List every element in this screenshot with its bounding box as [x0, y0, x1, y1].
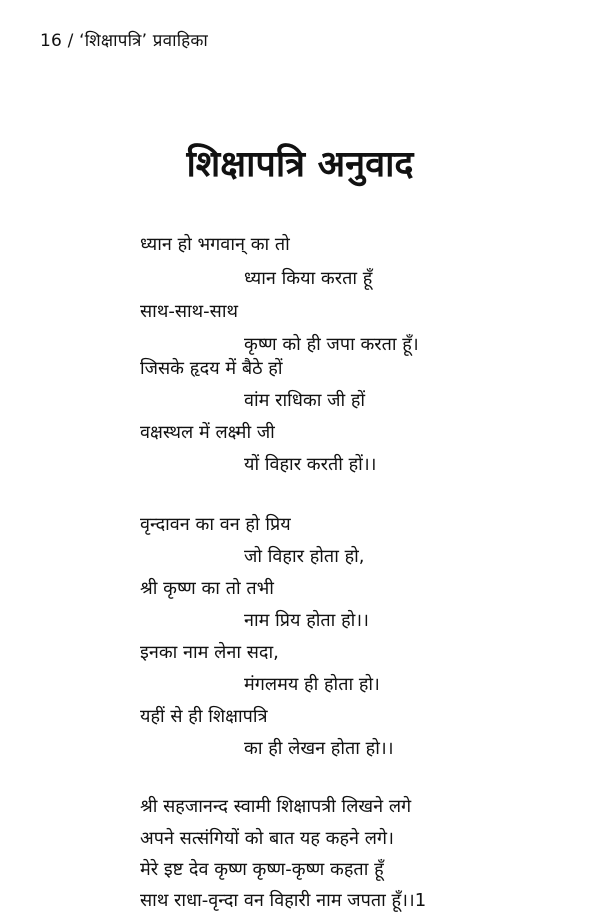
running-head: 16 / ‘शिक्षापत्रि’ प्रवाहिका	[40, 31, 208, 51]
verse-line: साथ राधा-वृन्दा वन विहारी नाम जपता हूँ।।1	[140, 890, 427, 911]
verse-line: का ही लेखन होता हो।।	[244, 738, 394, 759]
verse-line: यों विहार करती हों।।	[244, 454, 377, 475]
page-title: शिक्षापत्रि अनुवाद	[186, 144, 414, 185]
verse-line: श्री सहजानन्द स्वामी शिक्षापत्री लिखने लगे	[140, 796, 412, 817]
verse-line: यहीं से ही शिक्षापत्रि	[140, 706, 268, 727]
verse-line: अपने सत्संगियों को बात यह कहने लगे।	[140, 828, 394, 849]
verse-line: श्री कृष्ण का तो तभी	[140, 578, 274, 599]
verse-line: वांम राधिका जी हों	[244, 390, 366, 411]
verse-line: ध्यान हो भगवान् का तो	[140, 234, 290, 255]
verse-line: मेरे इष्ट देव कृष्ण कृष्ण-कृष्ण कहता हूँ	[140, 859, 384, 880]
verse-line: मंगलमय ही होता हो।	[244, 674, 380, 695]
verse-line: वृन्दावन का वन हो प्रिय	[140, 514, 291, 535]
verse-line: कृष्ण को ही जपा करता हूँ।	[244, 334, 419, 355]
verse-line: नाम प्रिय होता हो।।	[244, 610, 369, 631]
verse-line: वक्षस्थल में लक्ष्मी जी	[140, 422, 275, 443]
verse-line: जिसके हृदय में बैठे हों	[140, 358, 283, 379]
verse-line: जो विहार होता हो,	[244, 546, 365, 567]
verse-line: ध्यान किया करता हूँ	[244, 268, 373, 289]
verse-line: साथ-साथ-साथ	[140, 301, 238, 322]
verse-line: इनका नाम लेना सदा,	[140, 642, 279, 663]
